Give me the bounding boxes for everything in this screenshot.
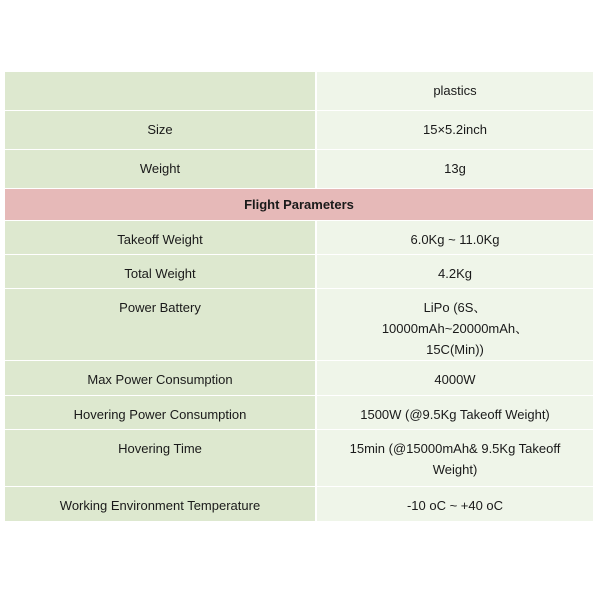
table-row	[5, 149, 593, 188]
table-row	[5, 429, 593, 486]
table-row	[5, 254, 593, 288]
row-label-power-battery: Power Battery	[5, 288, 316, 360]
row-label-max-power: Max Power Consumption	[5, 360, 316, 395]
table-row	[5, 288, 593, 360]
table-row	[5, 486, 593, 521]
spec-table	[5, 72, 593, 522]
table-row	[5, 220, 593, 254]
table-row	[5, 72, 593, 110]
table-row	[5, 395, 593, 429]
row-value-working-temp: -10 oC ~ +40 oC	[316, 486, 593, 521]
row-value-size: 15×5.2inch	[316, 110, 593, 149]
row-value-hovering-power: 1500W (@9.5Kg Takeoff Weight)	[316, 395, 593, 429]
row-label-weight: Weight	[5, 149, 316, 188]
row-label-takeoff-weight: Takeoff Weight	[5, 220, 316, 254]
row-value-hovering-time	[316, 429, 593, 486]
row-value-max-power: 4000W	[316, 360, 593, 395]
table-row	[5, 360, 593, 395]
section-title: Flight Parameters	[5, 188, 593, 220]
row-label-working-temp: Working Environment Temperature	[5, 486, 316, 521]
row-value-takeoff-weight: 6.0Kg ~ 11.0Kg	[316, 220, 593, 254]
section-header	[5, 188, 593, 220]
row-label-size: Size	[5, 110, 316, 149]
row-label-hovering-power: Hovering Power Consumption	[5, 395, 316, 429]
hovering-time-text: 15min (@15000mAh& 9.5Kg Takeoff Weight)	[349, 440, 561, 477]
row-label-hovering-time: Hovering Time	[5, 429, 316, 486]
power-battery-text: LiPo (6S、 10000mAh~20000mAh、 15C(Min))	[381, 299, 529, 357]
row-value-weight: 13g	[316, 149, 593, 188]
row-label-material	[5, 72, 316, 110]
row-value-total-weight: 4.2Kg	[316, 254, 593, 288]
table-row	[5, 110, 593, 149]
row-value-power-battery	[316, 288, 593, 360]
row-value-material: plastics	[316, 72, 593, 110]
row-label-total-weight: Total Weight	[5, 254, 316, 288]
